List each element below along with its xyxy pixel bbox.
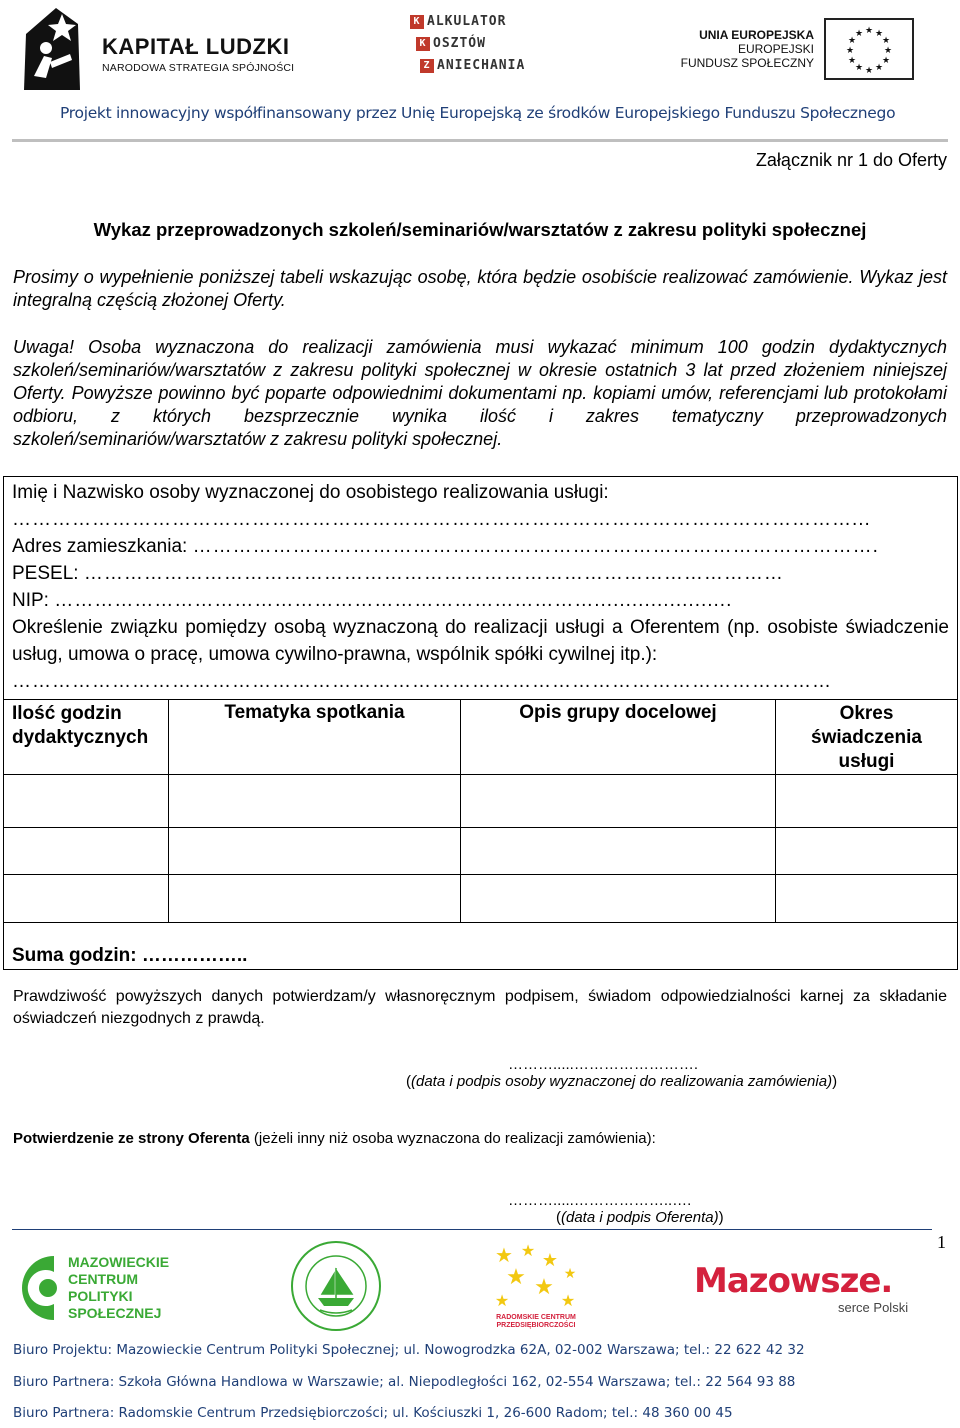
kalkulator-letter-k: K xyxy=(410,15,424,29)
rcp-stars-icon xyxy=(486,1240,586,1314)
imie-label: Imię i Nazwisko osoby wyznaczonej do osobistego realizowania usługi: xyxy=(12,482,609,503)
footer-line-2: Biuro Partnera: Szkoła Główna Handlowa w Warszawie; al. Niepodległości 162, 02-554 Warszawa; tel.: 22 564 93 88 xyxy=(13,1374,796,1390)
table-cell[interactable] xyxy=(4,875,169,923)
ue-line-3: FUNDUSZ SPOŁECZNY xyxy=(680,56,814,70)
mazowsze-subtitle: serce Polski xyxy=(838,1300,909,1315)
kalkulator-line-1 xyxy=(410,14,506,29)
adres-field[interactable]: …………………………………………………………………………………………. xyxy=(192,536,879,557)
pesel-label: PESEL: xyxy=(12,563,79,584)
suma-row xyxy=(4,923,958,970)
signature-1-label: ((data i podpis osoby wyznaczonej do realizowania zamówienia)) xyxy=(406,1073,838,1090)
signature-2-label: ((data i podpis Oferenta)) xyxy=(556,1209,724,1226)
kalkulator-line-2-text: OSZTÓW xyxy=(433,36,486,51)
svg-text:★: ★ xyxy=(563,1266,577,1282)
potwierdzenie-bold: Potwierdzenie ze strony Oferenta xyxy=(13,1130,250,1147)
ue-line-1: UNIA EUROPEJSKA xyxy=(699,28,814,42)
mcps-line-2: CENTRUM xyxy=(68,1271,138,1287)
table-cell[interactable] xyxy=(169,828,461,875)
page-number: 1 xyxy=(937,1232,946,1252)
kapital-ludzki-logo xyxy=(22,6,302,92)
col-header-tematyka: Tematyka spotkania xyxy=(169,700,461,775)
col-header-ilosc: Ilość godzin dydaktycznych xyxy=(4,700,169,775)
table-row xyxy=(4,875,958,923)
svg-text:★: ★ xyxy=(845,46,855,56)
mcps-line-4: SPOŁECZNEJ xyxy=(68,1305,162,1321)
sgh-ship-seal-icon xyxy=(290,1240,382,1332)
svg-text:★: ★ xyxy=(881,56,891,66)
svg-text:★: ★ xyxy=(541,1250,559,1271)
header-divider xyxy=(12,139,948,142)
table-cell[interactable] xyxy=(4,828,169,875)
document-title: Wykaz przeprowadzonych szkoleń/seminariów/warsztatów z zakresu polityki społecznej xyxy=(93,219,867,240)
table-cell[interactable] xyxy=(169,875,461,923)
column-header-row xyxy=(4,700,958,775)
pesel-field[interactable]: …………………………………………………………………………………………… xyxy=(83,563,784,584)
kalkulator-line-2 xyxy=(416,36,486,51)
footer-line-1: Biuro Projektu: Mazowieckie Centrum Polityki Społecznej; ul. Nowogrodzka 62A, 02-002 Warszawa; tel.: 22 622 42 32 xyxy=(13,1342,805,1358)
mcps-logo xyxy=(14,1246,184,1330)
svg-text:★: ★ xyxy=(854,29,864,39)
suma-godzin-field[interactable]: Suma godzin: …………….. xyxy=(4,923,958,970)
zaniechania-letter-z: Z xyxy=(420,59,434,73)
uwaga-paragraph: Uwaga! Osoba wyznaczona do realizacji zamówienia musi wykazać minimum 100 godzin dydaktycznych szkoleń/seminariów/warsztatów z zakresu polityki społecznej w okresie ostatnich 3 lat przed złożeniem niniejszej Oferty. Powyższe powinno być poparte odpowiednimi dokumentami np. kopiami umów, referencjami lub protokołami odbioru, z których bezsprzecznie wynika ilość i zakres tematyczny przeprowadzonych szkoleń/seminariów/warsztatów z zakresu polityki społecznej. xyxy=(13,337,947,449)
svg-text:★: ★ xyxy=(854,63,864,73)
adres-label: Adres zamieszkania: xyxy=(12,536,188,557)
svg-text:★: ★ xyxy=(847,56,857,66)
svg-text:★: ★ xyxy=(874,29,884,39)
pesel-row xyxy=(12,560,949,587)
footer-line-3: Biuro Partnera: Radomskie Centrum Przedsiębiorczości; ul. Kościuszki 1, 26-600 Radom; tel.: 48 360 00 45 xyxy=(13,1405,733,1421)
mcps-text xyxy=(68,1254,169,1322)
zalacznik-label: Załącznik nr 1 do Oferty xyxy=(755,150,947,170)
mcps-line-3: POLITYKI xyxy=(68,1288,133,1304)
svg-text:★: ★ xyxy=(534,1275,554,1300)
kapital-ludzki-title: KAPITAŁ LUDZKI xyxy=(102,34,290,59)
mcps-line-1: MAZOWIECKIE xyxy=(68,1254,170,1270)
potwierdzenie-line xyxy=(13,1130,656,1147)
form-header-row xyxy=(4,477,958,700)
svg-text:★: ★ xyxy=(520,1241,536,1260)
kalkulator-kosztow-logo xyxy=(410,14,560,80)
svg-text:★: ★ xyxy=(560,1291,576,1310)
svg-text:★: ★ xyxy=(506,1265,526,1290)
eu-flag-icon xyxy=(824,18,914,80)
kalkulator-line-1-text: ALKULATOR xyxy=(427,14,507,29)
table-cell[interactable] xyxy=(461,775,776,828)
svg-text:★: ★ xyxy=(864,66,874,76)
rcp-label: RADOMSKIE CENTRUM PRZEDSIĘBIORCZOŚCI xyxy=(496,1314,576,1329)
svg-text:★: ★ xyxy=(847,36,857,46)
table-cell[interactable] xyxy=(776,775,958,828)
signature-2-text: (data i podpis Oferenta) xyxy=(561,1209,719,1226)
potwierdzenie-rest: (jeżeli inny niż osoba wyznaczona do realizacji zamówienia): xyxy=(249,1130,656,1147)
svg-text:★: ★ xyxy=(881,36,891,46)
kosztow-letter-k: K xyxy=(416,37,430,51)
sgh-logo xyxy=(290,1240,382,1332)
nip-label: NIP: xyxy=(12,590,49,611)
kapital-ludzki-subtitle: NARODOWA STRATEGIA SPÓJNOŚCI xyxy=(102,62,295,74)
kalkulator-line-3 xyxy=(420,58,525,73)
signature-1-dots[interactable]: ……….....……………………. xyxy=(508,1056,699,1073)
signature-1-text: (data i podpis osoby wyznaczonej do realizowania zamówienia) xyxy=(411,1073,833,1090)
adres-row xyxy=(12,533,949,560)
table-cell[interactable] xyxy=(169,775,461,828)
imie-field[interactable]: ………………………………………………………………………………………………………………... xyxy=(12,509,871,530)
mazowsze-logo xyxy=(694,1262,924,1322)
mazowsze-wordmark: Mazowsze. xyxy=(694,1261,893,1301)
declaration-text: Prawdziwość powyższych danych potwierdzam/y własnoręcznym podpisem, świadom odpowiedzialności karnej za składanie oświadczeń niezgodnych z prawdą. xyxy=(13,988,947,1027)
intro-paragraph: Prosimy o wypełnienie poniższej tabeli wskazując osobę, która będzie osobiście realizować zamówienie. Wykaz jest integralną częścią złożonej Oferty. xyxy=(13,267,947,310)
svg-text:★: ★ xyxy=(494,1291,510,1310)
ue-text-block xyxy=(674,28,814,70)
projekt-banner: Projekt innowacyjny współfinansowany przez Unię Europejską ze środków Europejskiego Funduszu Społecznego xyxy=(60,104,896,122)
table-cell[interactable] xyxy=(461,828,776,875)
table-cell[interactable] xyxy=(776,828,958,875)
svg-text:★: ★ xyxy=(495,1243,513,1267)
signature-2-dots[interactable]: ……….....………………..…. xyxy=(508,1192,692,1209)
footer-divider xyxy=(12,1229,932,1230)
kapital-ludzki-emblem-icon xyxy=(22,6,84,90)
nip-field[interactable]: ………………………………………………………………………...................... xyxy=(54,590,733,611)
svg-text:★: ★ xyxy=(864,26,874,36)
table-cell[interactable] xyxy=(461,875,776,923)
personal-data-cell xyxy=(4,477,958,700)
col-header-okres: Okres świadczenia usługi xyxy=(776,700,958,775)
rcp-logo xyxy=(486,1240,586,1332)
table-row xyxy=(4,775,958,828)
svg-text:★: ★ xyxy=(874,63,884,73)
svg-text:★: ★ xyxy=(883,46,893,56)
table-cell[interactable] xyxy=(776,875,958,923)
unia-europejska-logo xyxy=(680,18,916,82)
wykaz-table xyxy=(3,476,958,970)
table-cell[interactable] xyxy=(4,775,169,828)
col-header-opis: Opis grupy docelowej xyxy=(461,700,776,775)
okreslenie-label: Określenie związku pomiędzy osobą wyznaczoną do realizacji usługi a Oferentem (np. osobiste świadczenie usług, umowa o pracę, umowa cywilno-prawna, wspólnik spółki cywilnej itp.): xyxy=(12,617,949,665)
okreslenie-field[interactable]: …………………………………………………………………………………………………………… xyxy=(12,671,832,692)
ue-line-2: EUROPEJSKI xyxy=(737,42,814,56)
kalkulator-line-3-text: ANIECHANIA xyxy=(437,58,526,73)
mcps-emblem-icon xyxy=(14,1246,72,1330)
nip-row xyxy=(12,587,949,614)
table-row xyxy=(4,828,958,875)
